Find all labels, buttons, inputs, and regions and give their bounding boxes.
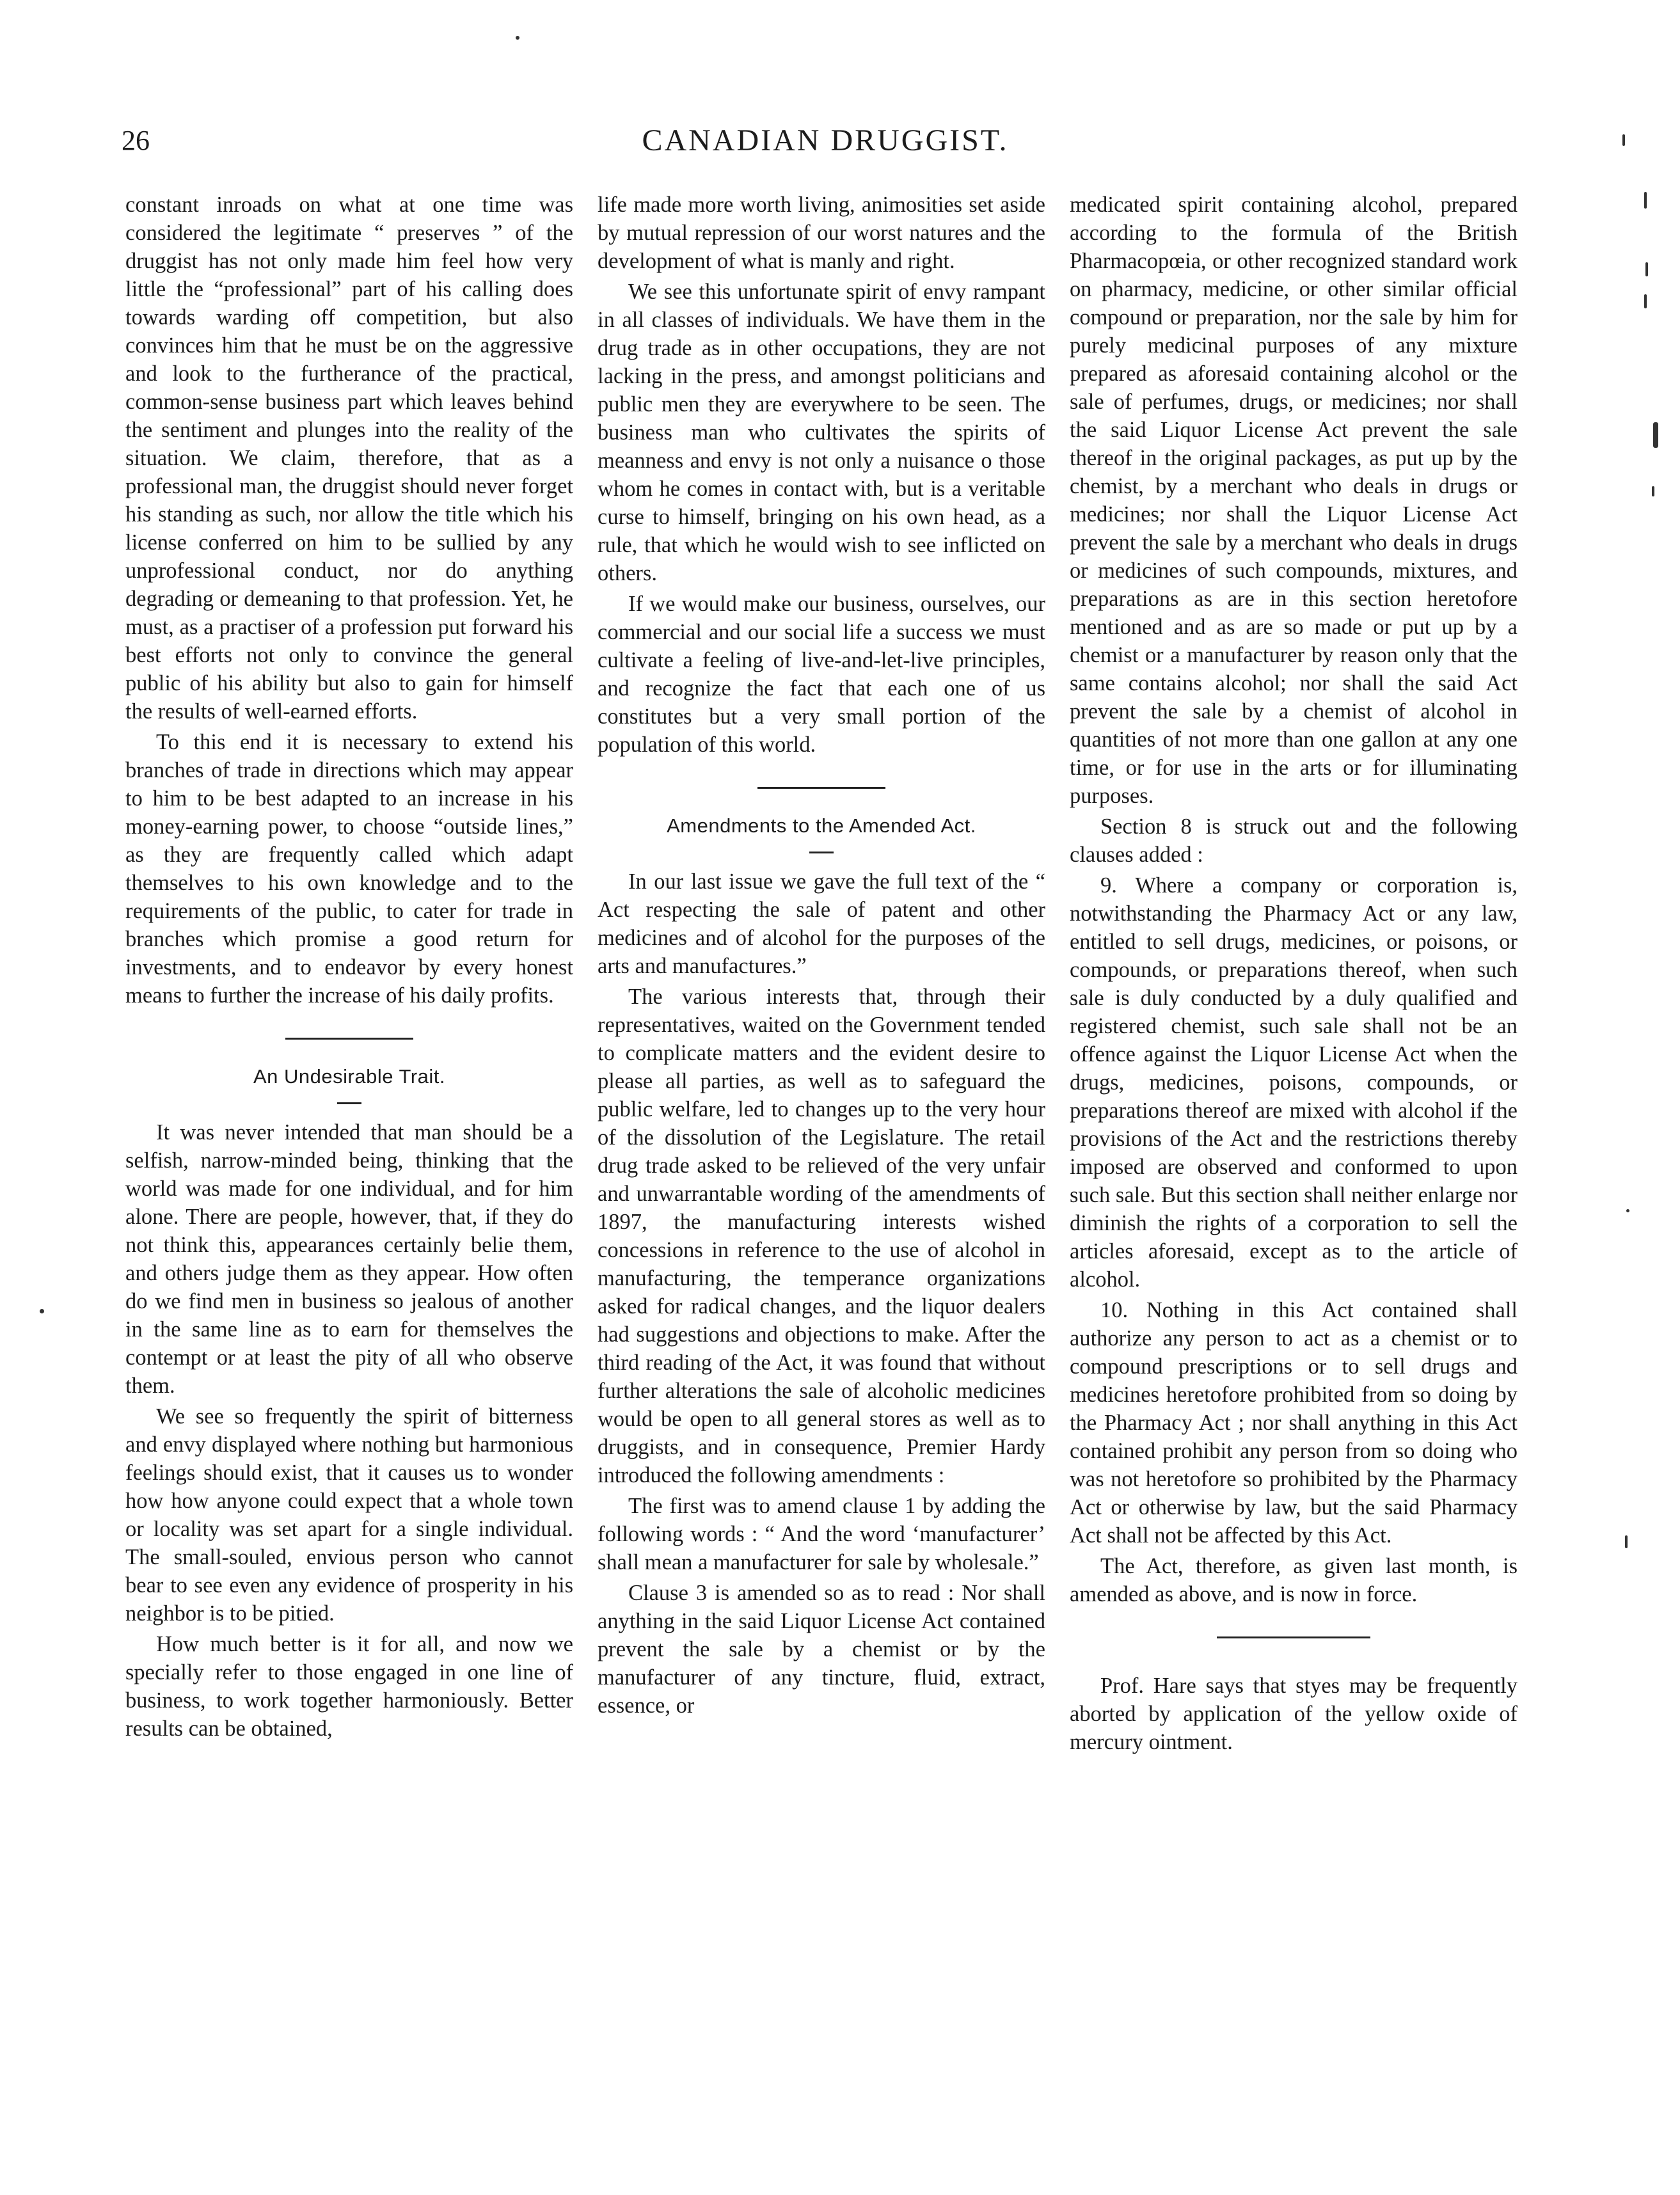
scan-speck xyxy=(1652,486,1654,496)
paragraph: It was never intended that man should be a selfish, narrow-minded being, thinking that the world was made for one individual, and for him alone. There are people, however, that, if they do not think this, appearances certainly belie them, and others judge them as they appear. How often do we find men in business so jealous of another in the same line as to earn for themselves the contempt or at least the pity of all who observe them. xyxy=(125,1120,573,1398)
heading-dash xyxy=(809,852,834,853)
section-divider xyxy=(757,787,885,789)
scan-speck xyxy=(1625,1535,1628,1548)
column-3 xyxy=(1070,191,1518,1756)
scan-speck xyxy=(1622,134,1625,146)
paragraph: The various interests that, through their representatives, waited on the Government tended to complicate matters and the evident desire to please all parties, as well as to safeguard the public welfare, led to changes up to the very hour of the dissolution of the Legislature. The retail drug trade asked to be relieved of the very unfair and unwarrantable wording of the amendments of 1897, the manufacturing interests wished concessions in reference to the use of alcohol in manufacturing, the temperance organizations asked for radical changes, and the liquor dealers had suggestions and objections to make. After the third reading of the Act, it was found that without further alterations the sale of alcoholic medicines would be open to all general stores as well as to druggists, and in consequence, Premier Hardy introduced the following amendments : xyxy=(598,985,1045,1487)
scan-speck xyxy=(1645,262,1648,276)
page-header xyxy=(109,122,1542,179)
paragraph: The first was to amend clause 1 by adding the following words : “ And the word ‘manufacturer’ shall mean a manufacturer for sale by wholesale.” xyxy=(598,1494,1045,1574)
section-divider xyxy=(285,1038,413,1040)
paragraph: How much better is it for all, and now we specially refer to those engaged in one line of business, to work together harmoniously. Better results can be obtained, xyxy=(125,1632,573,1741)
paragraph: Clause 3 is amended so as to read : Nor shall anything in the said Liquor License Act contained prevent the sale by a chemist or by the manufacturer of any tincture, fluid, extract, essence, or xyxy=(598,1581,1045,1718)
paragraph: The Act, therefore, as given last month, is amended as above, and is now in force. xyxy=(1070,1554,1518,1606)
paragraph: We see this unfortunate spirit of envy rampant in all classes of individuals. We have them in the drug trade as in other occupations, they are not lacking in the press, and amongst politicians and public men they are everywhere to be seen. The business man who cultivates the spirits of meanness and envy is not only a nuisance o those whom he comes in contact with, but is a veritable curse to himself, bringing on his own head, as a rule, that which he would wish to see inflicted on others. xyxy=(598,280,1045,585)
running-title: CANADIAN DRUGGIST. xyxy=(642,123,1009,157)
scan-speck xyxy=(1644,192,1647,209)
heading-dash xyxy=(337,1102,361,1104)
paragraph: life made more worth living, animosities set aside by mutual repression of our worst natures and the development of what is manly and right. xyxy=(598,193,1045,273)
scan-speck xyxy=(1644,294,1647,308)
paragraph: To this end it is necessary to extend his branches of trade in directions which may appear to him to be best adapted to an increase in his money-earning power, to choose “outside lines,” as they are frequently called which adapt themselves to his own knowledge and to the requirements of the public, to cater for trade in branches which promise a good return for investments, and to endeavor by every honest means to further the increase of his daily profits. xyxy=(125,730,573,1008)
page-number: 26 xyxy=(122,125,150,156)
scan-speck xyxy=(40,1309,44,1313)
paragraph: In our last issue we gave the full text of the “ Act respecting the sale of patent and other medicines and of alcohol for the purposes of the arts and manufactures.” xyxy=(598,869,1045,978)
paragraph: We see so frequently the spirit of bitterness and envy displayed where nothing but harmonious feelings should exist, that it causes us to wonder how how anyone could expect that a whole town or locality was set apart for a single individual. The small-souled, envious person who cannot bear to see even any evidence of prosperity in his neighbor is to be pitied. xyxy=(125,1404,573,1626)
section-heading: Amendments to the Amended Act. xyxy=(667,814,976,837)
paragraph: 10. Nothing in this Act contained shall authorize any person to act as a chemist or to compound prescriptions or to sell drugs and medicines heretofore prohibited from so doing by the Pharmacy Act ; nor shall anything in this Act contained prohibit any person from so doing who was not heretofore so prohibited by the Pharmacy Act or otherwise by law, but the said Pharmacy Act shall not be affected by this Act. xyxy=(1070,1298,1518,1548)
section-divider xyxy=(1217,1636,1370,1638)
paragraph: 9. Where a company or corporation is, notwithstanding the Pharmacy Act or any law, entitled to sell drugs, medicines, or poisons, or compounds, or preparations thereof, when such sale is duly conducted by a duly qualified and registered chemist, such sale shall not be an offence against the Liquor License Act when the drugs, medicines, poisons, compounds, or preparations thereof are mixed with alcohol if the provisions of the Act and the restrictions thereby imposed are observed and conformed to upon such sale. But this section shall neither enlarge nor diminish the rights of a corporation to sell the articles aforesaid, except as to the article of alcohol. xyxy=(1070,873,1518,1292)
paragraph: Prof. Hare says that styes may be frequently aborted by application of the yellow oxide of mercury ointment. xyxy=(1070,1674,1518,1754)
column-2 xyxy=(598,191,1045,1720)
section-heading: An Undesirable Trait. xyxy=(253,1065,445,1088)
scan-speck xyxy=(1653,422,1658,448)
column-1 xyxy=(125,191,573,1743)
scan-speck xyxy=(516,36,519,40)
paragraph: Section 8 is struck out and the following clauses added : xyxy=(1070,814,1518,867)
paragraph: If we would make our business, ourselves, our commercial and our social life a success we must cultivate a feeling of live-and-let-live principles, and recognize the fact that each one of us constitutes but a very small portion of the population of this world. xyxy=(598,592,1045,757)
paragraph: constant inroads on what at one time was considered the legitimate “ preserves ” of the druggist has not only made him feel how very little the “professional” part of his calling does towards warding off competition, but also convinces him that he must be on the aggressive and look to the furtherance of the practical, common-sense business part which leaves behind the sentiment and plunges into the reality of the situation. We claim, therefore, that as a professional man, the druggist should never forget his standing as such, nor allow the title which his license conferred on him to be sullied by any unprofessional conduct, nor do anything degrading or demeaning to that profession. Yet, he must, as a practiser of a profession put forward his best efforts not only to convince the general public of his ability but also to gain for himself the results of well-earned efforts. xyxy=(125,193,573,724)
scan-speck xyxy=(1626,1209,1629,1212)
paragraph: medicated spirit containing alcohol, prepared according to the formula of the British Pharmacopœia, or other recognized standard work on pharmacy, medicine, or other similar official compound or preparation, nor the sale by him for purely medicinal purposes of any mixture prepared as aforesaid containing alcohol or the sale of perfumes, drugs, or medicines; nor shall the said Liquor License Act prevent the sale thereof in the original packages, as put up by the chemist, by a merchant who deals in drugs or medicines; nor shall the Liquor License Act prevent the sale by a merchant who deals in drugs or medicines of such compounds, mixtures, and preparations as are in this section heretofore mentioned and as are so made or put up by a chemist or a manufacturer by reason only that the same contains alcohol; nor shall the said Act prevent the sale by a chemist of alcohol in quantities of not more than one gallon at any one time, or for use in the arts or for illuminating purposes. xyxy=(1070,193,1518,808)
